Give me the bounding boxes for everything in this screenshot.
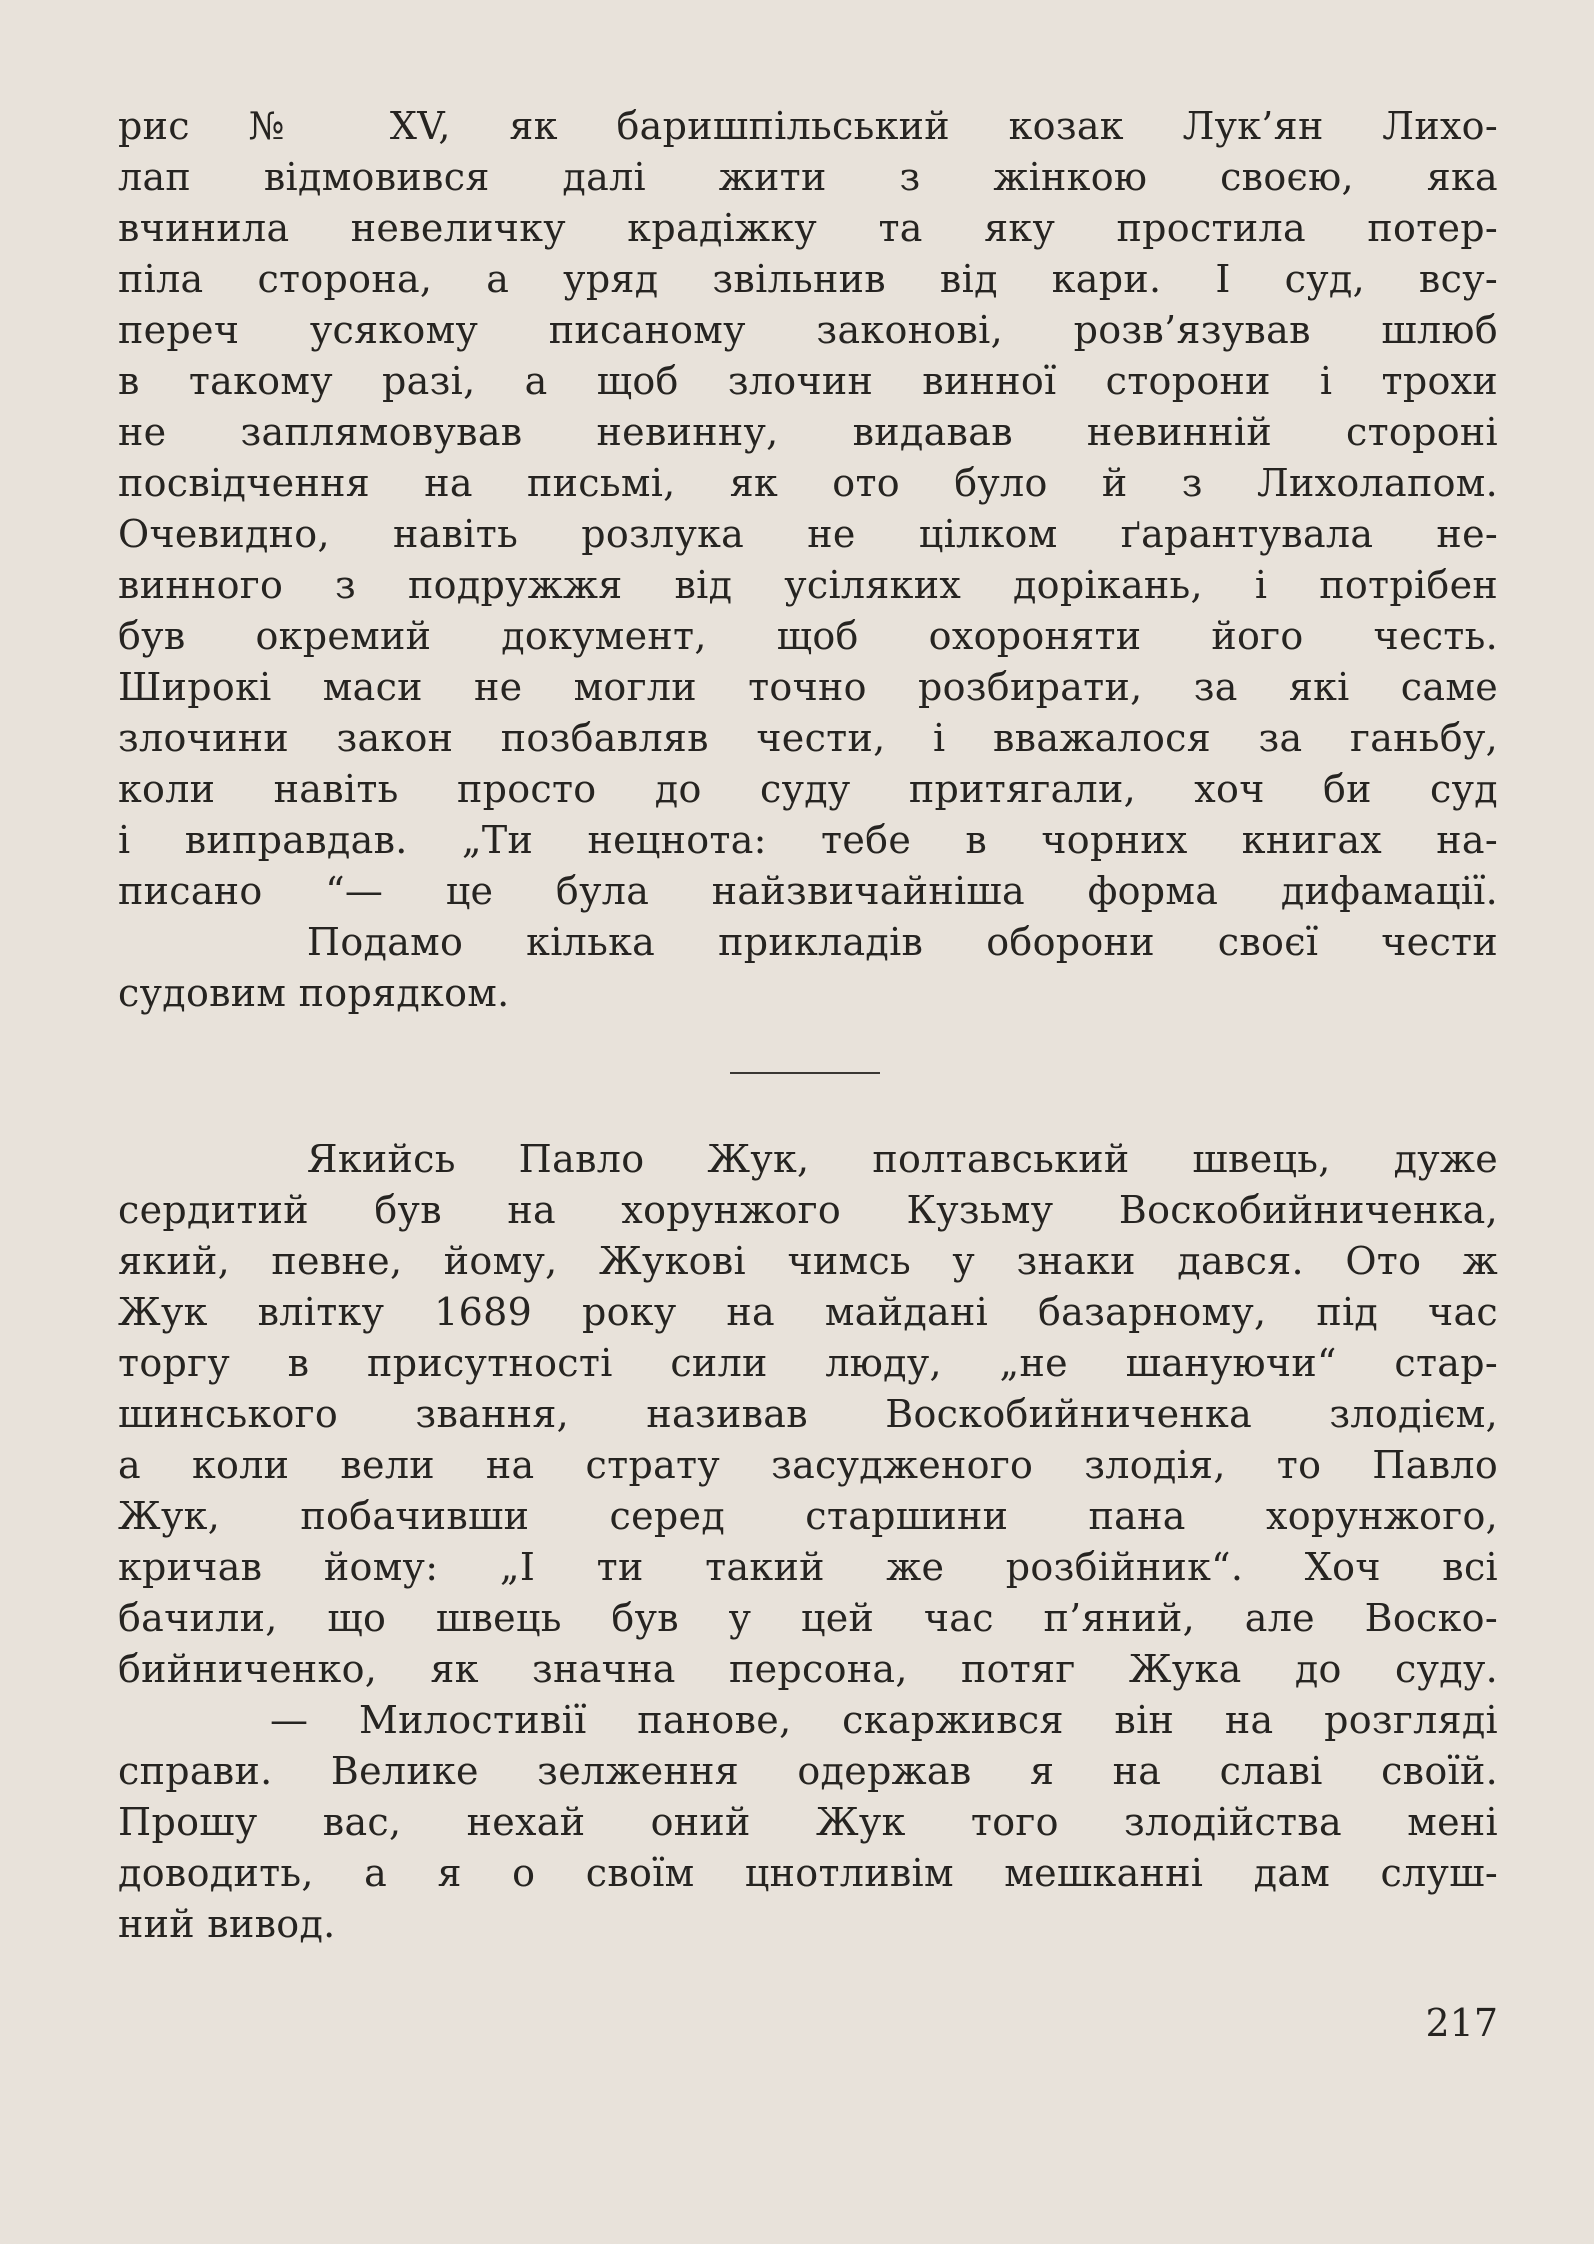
paragraph-1 <box>118 101 1498 1019</box>
text-line: злочини закон позбавляв чести, і вважалося за ганьбу, <box>118 716 1498 760</box>
text-line: кричав йому: „І ти такий же розбійник“. Хоч всі <box>118 1545 1498 1589</box>
text-line: ний вивод. <box>118 1902 336 1946</box>
paragraph-2 <box>118 1134 1498 1950</box>
text-line: сердитий був на хорунжого Кузьму Воскобийниченка, <box>118 1188 1498 1232</box>
text-line: судовим порядком. <box>118 971 510 1015</box>
text-line: і виправдав. „Ти нецнота: тебе в чорних книгах на- <box>118 818 1498 862</box>
text-line: винного з подружжя від усіляких дорікань, і потрібен <box>118 563 1498 607</box>
text-line: торгу в присутності сили люду, „не шануючи“ стар- <box>118 1341 1498 1385</box>
text-line: посвідчення на письмі, як ото було й з Лихолапом. <box>118 461 1498 505</box>
text-line: Подамо кілька прикладів оборони своєї чести <box>118 920 1498 964</box>
text-line: бачили, що швець був у цей час п’яний, але Воско- <box>118 1596 1498 1640</box>
text-line: який, певне, йому, Жукові чимсь у знаки дався. Ото ж <box>118 1239 1498 1283</box>
text-line: Якийсь Павло Жук, полтавський швець, дуже <box>118 1137 1498 1181</box>
page-number: 217 <box>1425 2001 1498 2045</box>
text-line: Прошу вас, нехай оний Жук того злодійства мені <box>118 1800 1498 1844</box>
text-line: коли навіть просто до суду притягали, хоч би суд <box>118 767 1498 811</box>
text-line: Жук влітку 1689 року на майдані базарному, під час <box>118 1290 1498 1334</box>
text-line: а коли вели на страту засудженого злодія, то Павло <box>118 1443 1498 1487</box>
text-line: доводить, а я о своїм цнотливім мешканні дам слуш- <box>118 1851 1498 1895</box>
text-line: лап відмовився далі жити з жінкою своєю, яка <box>118 155 1498 199</box>
text-line: Широкі маси не могли точно розбирати, за які саме <box>118 665 1498 709</box>
text-line: рис № XV, як баришпільський козак Лук’ян Лихо- <box>118 104 1498 148</box>
section-divider <box>730 1072 880 1074</box>
text-line: Очевидно, навіть розлука не цілком ґарантувала не- <box>118 512 1498 556</box>
text-line: бийниченко, як значна персона, потяг Жука до суду. <box>118 1647 1498 1691</box>
text-line: переч усякому писаному законові, розв’язував шлюб <box>118 308 1498 352</box>
text-line: писано “— це була найзвичайніша форма дифамації. <box>118 869 1498 913</box>
text-line: був окремий документ, щоб охороняти його честь. <box>118 614 1498 658</box>
text-line: піла сторона, а уряд звільнив від кари. І суд, всу- <box>118 257 1498 301</box>
text-line: в такому разі, а щоб злочин винної сторони і трохи <box>118 359 1498 403</box>
text-line: вчинила невеличку крадіжку та яку простила потер- <box>118 206 1498 250</box>
text-line: не заплямовував невинну, видавав невинній стороні <box>118 410 1498 454</box>
text-line: шинського звання, називав Воскобийниченка злодієм, <box>118 1392 1498 1436</box>
text-line: — Милостивії панове, скаржився він на розгляді <box>118 1698 1498 1742</box>
text-line: Жук, побачивши серед старшини пана хорунжого, <box>118 1494 1498 1538</box>
text-line: справи. Велике зелження одержав я на славі своїй. <box>118 1749 1498 1793</box>
